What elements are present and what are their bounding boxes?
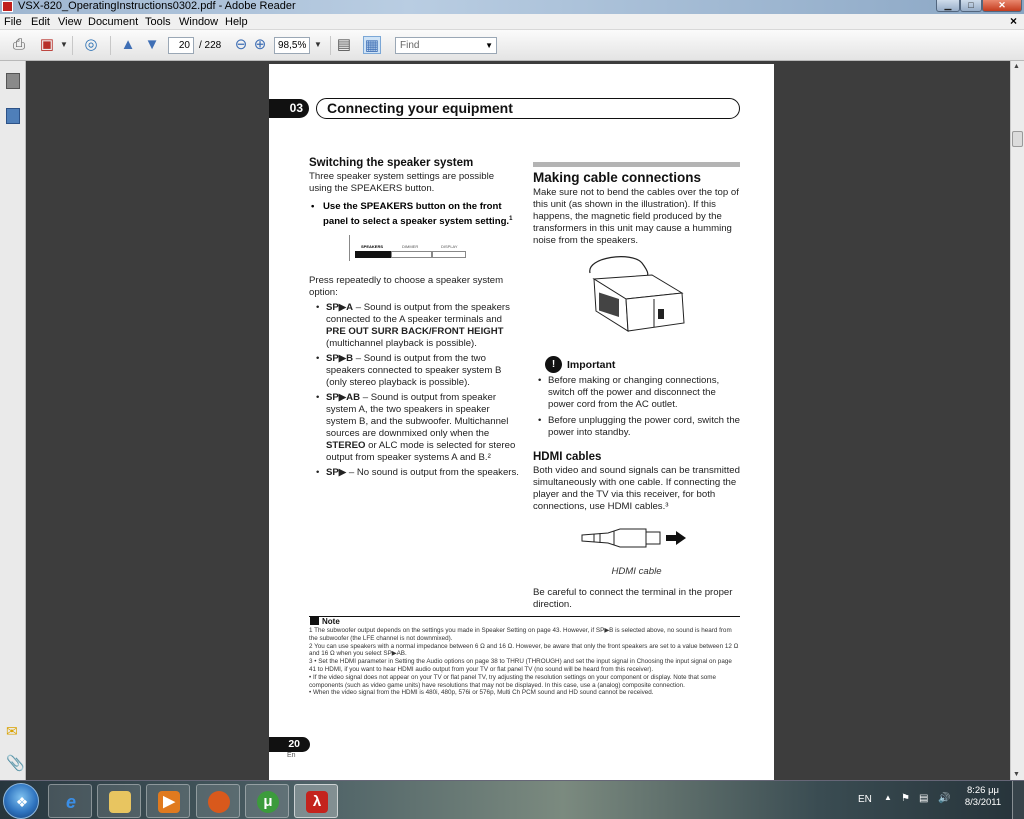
taskbar-adobe-reader[interactable] <box>294 784 338 818</box>
menu-bar <box>0 14 1024 30</box>
note-icon <box>310 617 319 625</box>
close-button[interactable]: ✕ <box>982 0 1022 12</box>
footnote: 1 The subwoofer output depends on the settings you made in Speaker Setting on page 43. However, if SP▶B is selected above, no sound is heard from the subwoofer (the LFE channel is not downmixed). <box>309 627 732 642</box>
footnote: • If the video signal does not appear on your TV or flat panel TV, try adjusting the resolution settings on your component or display. Note that some components (such as video game units) have resolutions that may not be displayed. In this case, use a (analog) composite connection. <box>309 673 716 689</box>
menu-edit[interactable]: Edit <box>31 16 50 28</box>
footnote: • When the video signal from the HDMI is 480i, 480p, 576i or 576p, Multi Ch PCM sound and HD sound cannot be received. <box>309 689 654 697</box>
action-center-icon[interactable]: ⚑ <box>901 793 910 804</box>
fit-page-icon[interactable]: ▤ <box>336 36 352 53</box>
speaker-options-list <box>309 302 519 482</box>
footnote-ref: 1 <box>509 216 513 222</box>
language-indicator[interactable]: EN <box>858 794 872 805</box>
page-number: 20 <box>269 737 310 752</box>
clock[interactable] <box>958 785 1008 809</box>
collaborate-icon[interactable]: ◎ <box>84 36 98 53</box>
menu-file[interactable]: File <box>4 16 22 28</box>
speakers-button <box>355 251 391 258</box>
footnote: 2 You can use speakers with a normal impedance between 6 Ω and 16 Ω. However, be aware that only the front speakers are set to a value between 12 Ω and 16 Ω when you select SP▶AB. <box>309 642 739 658</box>
menu-view[interactable]: View <box>58 16 82 28</box>
previous-page-icon[interactable]: ▲ <box>120 36 136 53</box>
hdmi-cable-illustration <box>580 523 688 553</box>
zoom-input[interactable] <box>274 37 310 54</box>
receiver-illustration <box>582 253 692 337</box>
hdmi-cable-caption: HDMI cable <box>611 566 662 577</box>
fit-width-icon[interactable]: ▦ <box>364 37 380 54</box>
proper-direction-text: Be careful to connect the terminal in the proper direction. <box>533 587 733 610</box>
zoom-dropdown-icon[interactable]: ▼ <box>314 40 322 49</box>
dimmer-button <box>391 251 432 258</box>
toolbar-separator <box>330 36 331 55</box>
speaker-instruction-text: Use the SPEAKERS button on the front panel to select a speaker system setting. <box>323 201 510 228</box>
display-button-label: DISPLAY <box>441 244 458 249</box>
title-bar <box>0 0 1024 14</box>
front-panel-buttons-figure <box>349 233 465 263</box>
taskbar-media-player[interactable] <box>146 784 190 818</box>
volume-icon[interactable]: 🔊 <box>938 793 951 804</box>
footnotes <box>309 627 740 697</box>
press-repeatedly-text: Press repeatedly to choose a speaker system option: <box>309 275 504 298</box>
bullet-mark: • <box>311 201 315 212</box>
scroll-up-icon[interactable]: ▲ <box>1013 63 1020 70</box>
bookmarks-panel-icon[interactable] <box>6 108 20 124</box>
hdmi-cables-heading: HDMI cables <box>533 451 602 463</box>
toolbar-separator <box>110 36 111 55</box>
dimmer-button-label: DIMMER <box>402 244 419 249</box>
list-item: • Before unplugging the power cord, switch the power into standby. <box>533 415 743 439</box>
show-hidden-icons[interactable]: ▲ <box>884 793 892 802</box>
taskbar-internet-explorer[interactable] <box>48 784 92 818</box>
minimize-button[interactable]: ▁ <box>936 0 960 12</box>
utorrent-icon: μ <box>257 791 279 813</box>
taskbar-firefox[interactable] <box>196 784 240 818</box>
menu-help[interactable]: Help <box>225 16 248 28</box>
figure-frame <box>349 235 350 261</box>
toolbar-separator <box>72 36 73 55</box>
note-rule <box>309 616 740 617</box>
chapter-number: 03 <box>269 99 309 118</box>
adobe-reader-app-icon <box>2 1 13 12</box>
scroll-down-icon[interactable]: ▼ <box>1013 771 1020 778</box>
maximize-button[interactable]: □ <box>960 0 982 12</box>
toolbar <box>0 30 1024 61</box>
cable-connections-intro: Make sure not to bend the cables over the top of this unit (as shown in the illustration). If this happens, the magnetic field produced by the transformers in this unit may cause a humming noise from the speakers. <box>533 187 739 246</box>
print-icon[interactable]: ⎙ <box>12 36 25 53</box>
media-player-icon: ▶ <box>158 791 180 813</box>
find-dropdown-icon[interactable]: ▼ <box>485 41 493 50</box>
comments-panel-icon[interactable]: ✉ <box>6 723 18 739</box>
clock-time: 8:26 μμ <box>966 785 1000 796</box>
speaker-instruction <box>309 201 514 228</box>
network-icon[interactable]: ▤ <box>919 793 929 804</box>
show-desktop-button[interactable] <box>1012 781 1024 819</box>
taskbar <box>0 780 1024 819</box>
important-title: Important <box>567 359 616 371</box>
scrollbar-thumb[interactable] <box>1012 131 1023 147</box>
navigation-pane <box>0 61 26 780</box>
menu-window[interactable]: Window <box>179 16 219 28</box>
speakers-button-label: SPEAKERS <box>361 244 384 249</box>
list-item: • Before making or changing connections, switch off the power and disconnect the power cord from the AC outlet. <box>533 375 743 411</box>
pdf-page <box>269 64 774 780</box>
footnote: 3 • Set the HDMI parameter in Setting the Audio options on page 38 to THRU (THROUGH) and set the input signal in Choosing the input signal on page 41 to HDMI, if you want to hear HDMI audio output from your TV or flat panel TV (no sound will be heard from this receiver). <box>309 658 732 673</box>
find-placeholder: Find <box>400 40 420 51</box>
create-pdf-icon[interactable]: ▣ <box>39 36 55 53</box>
windows-logo-icon: ❖ <box>15 794 29 810</box>
note-heading <box>310 617 340 627</box>
hdmi-cables-text: Both video and sound signals can be transmitted simultaneously with one cable. If connecting the player and the TV via this receiver, for both connections, use HDMI cables.³ <box>533 465 740 512</box>
adobe-reader-icon: λ <box>306 791 328 813</box>
chapter-title: Connecting your equipment <box>316 98 740 119</box>
note-title: Note <box>322 617 340 626</box>
page-language: En <box>287 752 296 759</box>
start-button[interactable] <box>3 783 39 819</box>
menu-document[interactable]: Document <box>88 16 139 28</box>
find-box[interactable] <box>395 37 497 54</box>
zoom-in-icon[interactable]: ⊕ <box>253 36 267 53</box>
taskbar-utorrent[interactable] <box>245 784 289 818</box>
chevron-down-icon[interactable]: ▼ <box>60 40 68 49</box>
speaker-system-heading: Switching the speaker system <box>309 157 474 169</box>
pages-panel-icon[interactable] <box>6 73 20 89</box>
menu-tools[interactable]: Tools <box>145 16 171 28</box>
list-item: • SP▶B – Sound is output from the two speakers connected to speaker system B (only stereo playback is possible). <box>309 353 519 389</box>
list-item: • SP▶ – No sound is output from the speakers. <box>309 467 519 479</box>
display-button <box>432 251 466 258</box>
attachments-panel-icon[interactable]: 📎 <box>6 755 25 772</box>
important-icon: ! <box>545 356 562 373</box>
internet-explorer-icon: e <box>65 792 76 812</box>
firefox-icon <box>208 791 230 813</box>
zoom-out-icon[interactable]: ⊖ <box>234 36 248 53</box>
section-rule <box>533 162 740 167</box>
folder-icon <box>109 791 131 813</box>
document-close-icon[interactable]: × <box>1010 14 1018 28</box>
speaker-system-intro: Three speaker system settings are possible using the SPEAKERS button. <box>309 171 495 194</box>
clock-date: 8/3/2011 <box>964 797 1002 808</box>
important-list <box>533 375 743 443</box>
page-number-input[interactable] <box>168 37 194 54</box>
cable-connections-heading: Making cable connections <box>533 170 702 185</box>
list-item: • SP▶A – Sound is output from the speakers connected to the A speaker terminals and PRE OUT SURR BACK/FRONT HEIGHT (multichannel playback is possible). <box>309 302 519 350</box>
next-page-icon[interactable]: ▼ <box>144 36 160 53</box>
vertical-scrollbar[interactable] <box>1010 61 1024 780</box>
page-total: / 228 <box>199 40 222 51</box>
list-item: • SP▶AB – Sound is output from speaker system A, the two speakers in speaker system B, and the subwoofer. Multichannel sources are downmixed only when the STEREO or ALC mode is selected for stereo output from speaker systems A and B.² <box>309 392 519 464</box>
taskbar-windows-explorer[interactable] <box>97 784 141 818</box>
window-title: VSX-820_OperatingInstructions0302.pdf - Adobe Reader <box>18 0 296 12</box>
